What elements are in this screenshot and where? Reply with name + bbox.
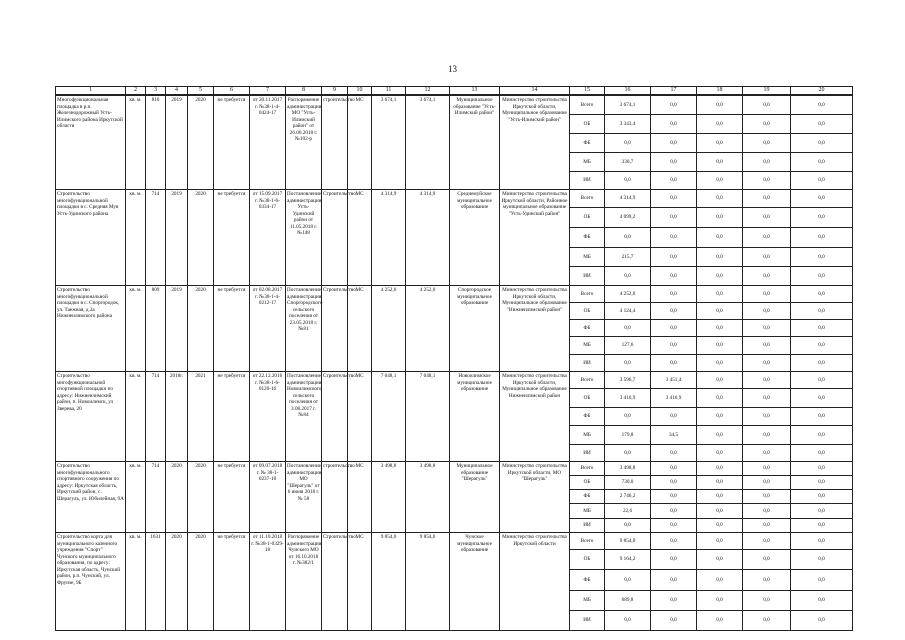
cell-cost: 4 314,9	[372, 190, 406, 286]
cell-amount: 0,0	[651, 320, 697, 337]
cell-amount: 0,0	[651, 550, 697, 570]
cell-start: 2019	[166, 190, 188, 286]
cell-amount: 3 498,8	[605, 462, 651, 476]
cell-amount: 4 099,2	[605, 208, 651, 228]
cell-end: 2020	[188, 190, 214, 286]
cell-amount: 0,0	[791, 591, 853, 611]
cell-conclusion: от 20.11.2017 г. №38-1-4-0424-17	[250, 96, 286, 190]
cell-amount: 0,0	[697, 134, 743, 153]
cell-kind: строительство	[322, 462, 348, 533]
cell-amount: 0,0	[791, 153, 853, 172]
column-number-header	[55, 86, 853, 95]
cell-amount: 0,0	[697, 611, 743, 631]
cell-name: Многофункциональная площадка в р.п. Железнодорожный Усть-Илимского района Иркутской области	[56, 96, 126, 190]
table-row	[56, 462, 853, 476]
cell-amount: 3 416,9	[651, 389, 697, 408]
cell-amount: 0,0	[697, 286, 743, 303]
cell-amount: 0,0	[791, 533, 853, 550]
cell-fund-source: МБ	[570, 153, 605, 172]
cell-amount: 0,0	[697, 504, 743, 519]
cell-amount: 0,0	[743, 153, 791, 172]
cell-amount: 0,0	[697, 462, 743, 476]
cell-amount: 0,0	[743, 190, 791, 208]
cell-amount: 0,0	[697, 337, 743, 355]
cell-amount: 0,0	[791, 550, 853, 570]
cell-exam: не требуется	[214, 96, 250, 190]
cell-grbs: Министерство строительства Иркутской области, Муниципальное образование "Нижнеилимский район"	[500, 286, 570, 372]
cell-cost: 9 854,0	[372, 533, 406, 631]
column-number-12: 12	[406, 87, 450, 95]
cell-fund-source: ОБ	[570, 389, 605, 408]
cell-amount: 0,0	[743, 389, 791, 408]
cell-fund-source: ОБ	[570, 303, 605, 320]
cell-amount: 215,7	[605, 248, 651, 267]
cell-exam: не требуется	[214, 372, 250, 462]
cell-amount: 0,0	[791, 462, 853, 476]
cell-amount: 3 451,4	[651, 372, 697, 389]
cell-amount: 0,0	[697, 303, 743, 320]
cell-capacity: 714	[146, 190, 166, 286]
cell-fund-source: ФБ	[570, 408, 605, 426]
cell-amount: 0,0	[651, 208, 697, 228]
cell-amount: 0,0	[791, 611, 853, 631]
cell-start: 2018г.	[166, 372, 188, 462]
cell-amount: 0,0	[791, 426, 853, 445]
cell-amount: 3 416,9	[605, 389, 651, 408]
cell-amount: 0,0	[651, 533, 697, 550]
cell-amount: 330,7	[605, 153, 651, 172]
cell-amount: 0,0	[791, 267, 853, 286]
cell-kind: Строительство	[322, 286, 348, 372]
cell-kind: Строительство	[322, 190, 348, 286]
cell-amount: 0,0	[651, 462, 697, 476]
cell-amount: 3 596,7	[605, 372, 651, 389]
column-number-2: 2	[126, 87, 146, 95]
cell-end: 2020	[188, 462, 214, 533]
cell-amount: 0,0	[651, 153, 697, 172]
cell-amount: 0,0	[743, 445, 791, 462]
cell-amount: 0,0	[743, 550, 791, 570]
document-sheet	[55, 86, 852, 631]
cell-amount: 0,0	[605, 320, 651, 337]
cell-decision: Постановление администрации МО "Шерагуль" от 6 июня 2018 г. № 58	[286, 462, 322, 533]
cell-amount: 0,0	[743, 96, 791, 115]
cell-amount: 0,0	[791, 504, 853, 519]
column-number-9: 9	[322, 87, 348, 95]
cell-amount: 0,0	[697, 355, 743, 372]
cell-amount: 0,0	[651, 476, 697, 490]
cell-decision: Постановление администрации Новоилимского сельского поселения от 3.08.2017 г. №84	[286, 372, 322, 462]
cell-amount: 0,0	[743, 462, 791, 476]
cell-capacity: 809	[146, 286, 166, 372]
cell-fund-source: ИИ	[570, 445, 605, 462]
cell-amount: 0,0	[605, 445, 651, 462]
cell-limit: 3 674,1	[406, 96, 450, 190]
cell-amount: 0,0	[697, 445, 743, 462]
cell-amount: 0,0	[743, 208, 791, 228]
cell-amount: 9 854,0	[605, 533, 651, 550]
cell-own: МС	[348, 96, 372, 190]
cell-amount: 0,0	[605, 267, 651, 286]
cell-amount: 0,0	[697, 248, 743, 267]
cell-grbs: Министерство строительства Иркутской области	[500, 533, 570, 631]
cell-amount: 22,6	[605, 504, 651, 519]
cell-amount: 0,0	[651, 96, 697, 115]
cell-fund-source: ИИ	[570, 355, 605, 372]
cell-amount: 0,0	[743, 591, 791, 611]
cell-amount: 0,0	[605, 519, 651, 533]
cell-amount: 0,0	[743, 172, 791, 190]
cell-amount: 0,0	[697, 190, 743, 208]
cell-limit: 4 252,0	[406, 286, 450, 372]
cell-customer: Новоилимское муниципальное образование	[450, 372, 500, 462]
cell-amount: 0,0	[791, 172, 853, 190]
cell-fund-source: ИИ	[570, 519, 605, 533]
cell-exam: не требуется	[214, 286, 250, 372]
cell-amount: 0,0	[743, 303, 791, 320]
cell-amount: 0,0	[743, 611, 791, 631]
column-number-20: 20	[791, 87, 853, 95]
cell-name: Строительство корта для муниципального казенного учреждения "Спорт" Чунского муниципального образования, по адресу: Иркутская область, Чунский район, р.п. Чунский, ул. Фрунзе, 9Б	[56, 533, 126, 631]
cell-end: 2020	[188, 96, 214, 190]
cell-amount: 0,0	[651, 248, 697, 267]
cell-amount: 0,0	[651, 570, 697, 591]
cell-fund-source: ФБ	[570, 490, 605, 504]
cell-fund-source: МБ	[570, 504, 605, 519]
cell-cost: 7 048,1	[372, 372, 406, 462]
cell-amount: 0,0	[697, 570, 743, 591]
cell-amount: 0,0	[651, 519, 697, 533]
cell-amount: 0,0	[791, 286, 853, 303]
table-row	[56, 96, 853, 115]
cell-amount: 0,0	[743, 248, 791, 267]
column-number-17: 17	[651, 87, 697, 95]
cell-amount: 0,0	[651, 408, 697, 426]
cell-own: МС	[348, 286, 372, 372]
cell-fund-source: ФБ	[570, 320, 605, 337]
cell-limit: 9 854,0	[406, 533, 450, 631]
column-number-6: 6	[214, 87, 250, 95]
cell-customer: Муниципальное образование "Усть-Илимский район"	[450, 96, 500, 190]
table-row	[56, 372, 853, 389]
cell-name: Строительство многофункционального спортивного сооружения по адресу: Иркутская область, Иркутский район, с. Шерагуль, ул. Юбилейная, 9А	[56, 462, 126, 533]
cell-amount: 0,0	[743, 476, 791, 490]
cell-amount: 0,0	[791, 228, 853, 248]
cell-amount: 0,0	[697, 389, 743, 408]
cell-fund-source: ОБ	[570, 208, 605, 228]
cell-start: 2020	[166, 533, 188, 631]
cell-amount: 0,0	[791, 96, 853, 115]
cell-fund-source: МБ	[570, 591, 605, 611]
cell-amount: 0,0	[697, 153, 743, 172]
cell-limit: 3 498,8	[406, 462, 450, 533]
cell-amount: 0,0	[791, 208, 853, 228]
cell-conclusion: от 02.08.2017 г. №38-1-4-0212-17	[250, 286, 286, 372]
cell-amount: 0,0	[743, 355, 791, 372]
cell-exam: не требуется	[214, 190, 250, 286]
table-row	[56, 286, 853, 303]
cell-exam: не требуется	[214, 462, 250, 533]
column-number-11: 11	[372, 87, 406, 95]
cell-decision: Распоряжение администрации МО "Усть-Илимский район" от 26.06.2018 г. №102-р	[286, 96, 322, 190]
cell-fund-source: МБ	[570, 426, 605, 445]
cell-amount: 0,0	[697, 267, 743, 286]
cell-fund-source: МБ	[570, 337, 605, 355]
cell-amount: 0,0	[791, 408, 853, 426]
cell-amount: 0,0	[743, 228, 791, 248]
cell-amount: 4 252,0	[605, 286, 651, 303]
cell-amount: 127,6	[605, 337, 651, 355]
cell-amount: 0,0	[697, 533, 743, 550]
cell-capacity: 810	[146, 96, 166, 190]
cell-amount: 0,0	[651, 134, 697, 153]
cell-amount: 3 674,1	[605, 96, 651, 115]
cell-start: 2019	[166, 96, 188, 190]
cell-amount: 0,0	[791, 134, 853, 153]
cell-start: 2020	[166, 462, 188, 533]
cell-cost: 3 674,1	[372, 96, 406, 190]
cell-decision: Распоряжение администрации Чунского МО от 16.10.2018 г. №382/1	[286, 533, 322, 631]
cell-conclusion: от 11.10.2018 г. №38-1-0329-18	[250, 533, 286, 631]
cell-amount: 179,8	[605, 426, 651, 445]
cell-cost: 3 498,8	[372, 462, 406, 533]
column-number-13: 13	[450, 87, 500, 95]
cell-fund-source: ОБ	[570, 115, 605, 134]
cell-amount: 0,0	[651, 490, 697, 504]
cell-fund-source: Всего	[570, 533, 605, 550]
cell-end: 2020	[188, 533, 214, 631]
cell-amount: 0,0	[743, 115, 791, 134]
cell-amount: 0,0	[651, 228, 697, 248]
cell-fund-source: Всего	[570, 190, 605, 208]
cell-customer: Среднемуйское муниципальное образование	[450, 190, 500, 286]
cell-amount: 0,0	[651, 286, 697, 303]
cell-grbs: Министерство строительства Иркутской области, Муниципальное образование Нижнеилимский район	[500, 372, 570, 462]
cell-amount: 4 124,4	[605, 303, 651, 320]
cell-amount: 0,0	[743, 267, 791, 286]
cell-amount: 0,0	[605, 355, 651, 372]
cell-amount: 0,0	[605, 134, 651, 153]
cell-amount: 0,0	[743, 320, 791, 337]
cell-amount: 34,5	[651, 426, 697, 445]
cell-amount: 0,0	[651, 355, 697, 372]
cell-unit: кв. м.	[126, 533, 146, 631]
cell-fund-source: Всего	[570, 286, 605, 303]
cell-amount: 0,0	[697, 115, 743, 134]
cell-amount: 0,0	[605, 172, 651, 190]
cell-fund-source: ФБ	[570, 228, 605, 248]
cell-amount: 0,0	[791, 303, 853, 320]
cell-amount: 0,0	[697, 408, 743, 426]
cell-amount: 0,0	[651, 115, 697, 134]
cell-end: 2020	[188, 286, 214, 372]
cell-amount: 0,0	[651, 337, 697, 355]
cell-amount: 689,8	[605, 591, 651, 611]
cell-kind: Строительство	[322, 533, 348, 631]
cell-exam: не требуется	[214, 533, 250, 631]
cell-fund-source: Всего	[570, 372, 605, 389]
table-row	[56, 190, 853, 208]
cell-amount: 0,0	[651, 591, 697, 611]
cell-customer: Муниципальное образование "Шерагуль"	[450, 462, 500, 533]
cell-name: Строительство многофункциональной площадки в с. Споргородок, ул. Таежная, д.3а Нижнеилимского района	[56, 286, 126, 372]
cell-customer: Чунское муниципальное образование	[450, 533, 500, 631]
cell-amount: 2 746,2	[605, 490, 651, 504]
cell-amount: 0,0	[697, 591, 743, 611]
cell-amount: 0,0	[743, 533, 791, 550]
cell-amount: 0,0	[651, 267, 697, 286]
cell-grbs: Министерство строительства Иркутской области, Районное муниципальное образование "Усть-Удинский район"	[500, 190, 570, 286]
cell-amount: 0,0	[697, 96, 743, 115]
cell-amount: 0,0	[791, 445, 853, 462]
page-number: 13	[448, 64, 457, 74]
column-number-18: 18	[697, 87, 743, 95]
column-number-19: 19	[743, 87, 791, 95]
cell-amount: 0,0	[791, 372, 853, 389]
cell-amount: 0,0	[651, 504, 697, 519]
cell-amount: 0,0	[697, 490, 743, 504]
cell-amount: 0,0	[697, 320, 743, 337]
table-row	[56, 533, 853, 550]
cell-amount: 0,0	[791, 337, 853, 355]
cell-kind: строительство	[322, 96, 348, 190]
cell-amount: 9 164,2	[605, 550, 651, 570]
cell-amount: 0,0	[743, 286, 791, 303]
cell-amount: 0,0	[697, 228, 743, 248]
cell-amount: 0,0	[743, 408, 791, 426]
cell-amount: 3 343,4	[605, 115, 651, 134]
cell-amount: 0,0	[791, 190, 853, 208]
cell-amount: 0,0	[791, 115, 853, 134]
cell-unit: кв. м.	[126, 190, 146, 286]
cell-conclusion: от 09.07.2018 г. № 38-1-0237-18	[250, 462, 286, 533]
cell-start: 2019	[166, 286, 188, 372]
cell-cost: 4 252,0	[372, 286, 406, 372]
cell-amount: 0,0	[697, 208, 743, 228]
cell-amount: 0,0	[743, 134, 791, 153]
cell-capacity: 714	[146, 372, 166, 462]
cell-decision: Постановление администрации Споргородского сельского поселения от 23.05.2018 г. №81	[286, 286, 322, 372]
cell-fund-source: Всего	[570, 96, 605, 115]
cell-conclusion: от 22.12.2016 г. №38-1-6-0120-16	[250, 372, 286, 462]
cell-fund-source: ИИ	[570, 267, 605, 286]
cell-grbs: Министерство строительства Иркутской области, МО "Шерагуль"	[500, 462, 570, 533]
cell-amount: 0,0	[697, 172, 743, 190]
cell-amount: 0,0	[605, 611, 651, 631]
cell-amount: 0,0	[651, 172, 697, 190]
cell-own: МС	[348, 190, 372, 286]
cell-amount: 0,0	[743, 504, 791, 519]
cell-amount: 0,0	[791, 248, 853, 267]
cell-capacity: 714	[146, 462, 166, 533]
cell-own: МС	[348, 372, 372, 462]
cell-fund-source: ОБ	[570, 550, 605, 570]
cell-amount: 730,0	[605, 476, 651, 490]
cell-amount: 0,0	[791, 490, 853, 504]
cell-fund-source: ФБ	[570, 570, 605, 591]
objects-table	[55, 95, 853, 631]
cell-amount: 0,0	[791, 570, 853, 591]
column-number-7: 7	[250, 87, 286, 95]
cell-amount: 0,0	[651, 611, 697, 631]
cell-amount: 0,0	[697, 372, 743, 389]
column-number-10: 10	[348, 87, 372, 95]
cell-limit: 7 048,1	[406, 372, 450, 462]
cell-amount: 0,0	[651, 303, 697, 320]
cell-amount: 0,0	[697, 519, 743, 533]
cell-amount: 0,0	[743, 426, 791, 445]
cell-fund-source: Всего	[570, 462, 605, 476]
cell-capacity: 1631	[146, 533, 166, 631]
column-number-1: 1	[56, 87, 126, 95]
cell-own: МС	[348, 462, 372, 533]
cell-fund-source: ФБ	[570, 134, 605, 153]
cell-unit: кв. м.	[126, 372, 146, 462]
cell-amount: 0,0	[791, 476, 853, 490]
cell-name: Строительство многофункциональной площадки в с. Средняя Муя Усть-Удинского района	[56, 190, 126, 286]
cell-amount: 0,0	[605, 228, 651, 248]
column-number-16: 16	[605, 87, 651, 95]
cell-limit: 4 314,9	[406, 190, 450, 286]
cell-unit: кв. м.	[126, 286, 146, 372]
cell-unit: кв. м.	[126, 462, 146, 533]
cell-amount: 0,0	[791, 389, 853, 408]
column-number-14: 14	[500, 87, 570, 95]
cell-fund-source: ОБ	[570, 476, 605, 490]
cell-decision: Постановление администрации Усть-Удинский район от 11.05.2018 г. №148	[286, 190, 322, 286]
column-number-15: 15	[570, 87, 605, 95]
cell-amount: 0,0	[605, 570, 651, 591]
cell-name: Строительство мнгофункциональной спортивной площадки по адресу: Нижнеилимский район, п. Новоилимск, ул Зверева, 20	[56, 372, 126, 462]
cell-amount: 0,0	[743, 337, 791, 355]
cell-own: МС	[348, 533, 372, 631]
cell-amount: 0,0	[743, 519, 791, 533]
cell-customer: Споргородское муниципальное образование	[450, 286, 500, 372]
cell-end: 2021	[188, 372, 214, 462]
cell-amount: 0,0	[697, 426, 743, 445]
column-number-5: 5	[188, 87, 214, 95]
cell-fund-source: МБ	[570, 248, 605, 267]
cell-amount: 0,0	[791, 320, 853, 337]
cell-grbs: Министерство строительства Иркутской области, Муниципальное образование "Усть-Илимский район"	[500, 96, 570, 190]
cell-amount: 0,0	[791, 519, 853, 533]
cell-amount: 0,0	[651, 445, 697, 462]
cell-conclusion: от 15.09.2017 г. №38-1-6-0334-17	[250, 190, 286, 286]
column-number-4: 4	[166, 87, 188, 95]
cell-kind: Строительство	[322, 372, 348, 462]
cell-amount: 4 314,9	[605, 190, 651, 208]
cell-amount: 0,0	[651, 190, 697, 208]
cell-amount: 0,0	[697, 550, 743, 570]
cell-amount: 0,0	[743, 372, 791, 389]
cell-unit: кв. м.	[126, 96, 146, 190]
cell-amount: 0,0	[605, 408, 651, 426]
cell-amount: 0,0	[791, 355, 853, 372]
column-number-8: 8	[286, 87, 322, 95]
cell-amount: 0,0	[743, 490, 791, 504]
cell-amount: 0,0	[743, 570, 791, 591]
cell-fund-source: ИИ	[570, 611, 605, 631]
cell-amount: 0,0	[697, 476, 743, 490]
cell-fund-source: ИИ	[570, 172, 605, 190]
column-number-3: 3	[146, 87, 166, 95]
